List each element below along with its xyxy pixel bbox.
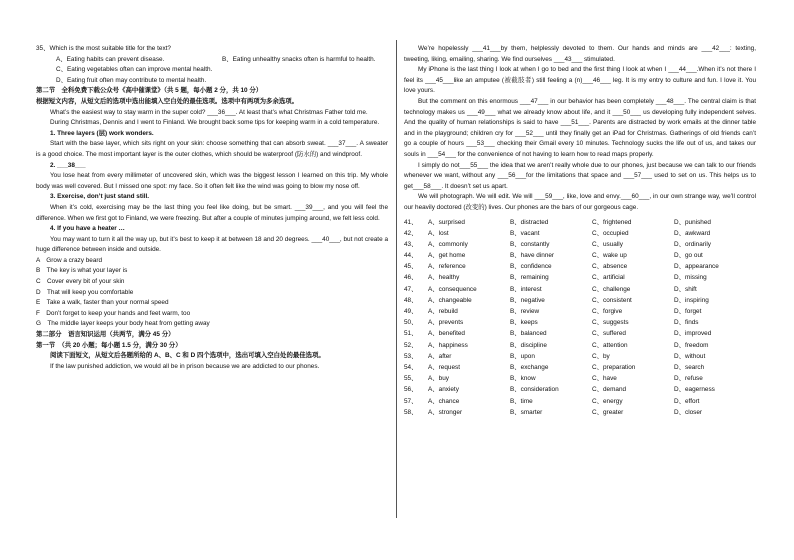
option-b: B、remaining (510, 274, 549, 282)
option-b: B、review (510, 308, 540, 315)
option-d: D、freedom (674, 341, 709, 349)
option-c: C、greater (592, 408, 624, 416)
tip-paragraph-2: You lose heat from every millimeter of uncovered skin, which was the biggest lesson I learned on this trip. My whole body was well covered. But I missed one spot: my face. So it often felt like the wind was going to blow my nose off. (36, 172, 388, 190)
option-a: A、prevents (428, 319, 464, 327)
cloze-paragraph: We’re hopelessly ___41___by them, helplessly devoted to them. Our hands and minds are ___42___: texting, tweeting, liking, emailing, sharing. We find ourselves ___43___ stimulated. (404, 45, 756, 63)
tip-paragraph-1: Start with the base layer, which sits right on your skin: choose something that can absorb sweat. ___37___. A sweater is a good choice. The most important layer is the outer clothes, which should be waterproof (防水的) and windproof. (36, 140, 388, 158)
option-b: B、know (510, 375, 536, 383)
option-a: A、happiness (428, 341, 468, 349)
question-number: 46、 (404, 274, 418, 282)
choice-item: G The middle layer keeps your body heat from getting away (36, 320, 210, 328)
option-c: C、challenge (592, 285, 631, 293)
option-b: B、exchange (510, 363, 549, 371)
choice-item: A Grow a crazy beard (36, 256, 103, 264)
section1-instructions: 阅读下面短文，从短文后各题所给的 A、B、C 和 D 四个选项中，选出可填入空白处的最佳选项。 (50, 352, 325, 360)
question-number: 57、 (404, 397, 418, 405)
question-number: 42、 (404, 229, 418, 237)
option-b: B、smarter (510, 408, 543, 416)
option-c: C、consistent (592, 296, 632, 304)
option-d: D、shift (674, 285, 697, 293)
option-a: A、rebuild (428, 308, 458, 315)
option-b: B、upon (510, 352, 535, 360)
option-b: B、Eating unhealthy snacks often is harmful to health. (222, 55, 376, 63)
option-b: B、balanced (510, 330, 547, 338)
option-c: C、frightened (592, 218, 632, 226)
option-c: C、have (592, 375, 617, 383)
column-divider (396, 40, 397, 518)
left-column (36, 44, 388, 372)
tip-heading-3: 3. Exercise, don’t just stand still. (50, 193, 150, 201)
option-c: C、occupied (592, 229, 629, 237)
option-d: D、improved (674, 330, 712, 338)
option-b: B、consideration (510, 386, 559, 394)
tip-heading-4: 4. If you have a heater … (50, 225, 125, 233)
choice-item: E Take a walk, faster than your normal speed (36, 299, 169, 307)
option-row (404, 239, 756, 250)
tip-heading-2: 2. ___38___ (50, 161, 86, 169)
option-a: A、anxiety (428, 386, 459, 394)
question-number: 50、 (404, 319, 418, 327)
choice-item: D That will keep you comfortable (36, 288, 134, 296)
option-d: D、ordinarily (674, 240, 711, 248)
passage-paragraph: What’s the easiest way to stay warm in the super cold? ___36___. At least that’s what Christmas Father told me. (50, 108, 368, 116)
choice-list (36, 256, 388, 330)
option-row (56, 55, 388, 66)
option-c: C、usually (592, 240, 623, 248)
option-a: A、buy (428, 375, 449, 383)
passage-first-line: If the law punished addiction, we would all be in prison because we are addicted to our phones. (50, 362, 320, 370)
option-row (404, 362, 756, 373)
option-c: C、absence (592, 263, 628, 271)
tip-heading-1: 1. Three layers (层) work wonders. (50, 129, 154, 137)
question-number: 53、 (404, 352, 418, 360)
option-a: A、benefited (428, 330, 465, 338)
option-row (404, 396, 756, 407)
option-c: C、energy (592, 397, 623, 405)
option-a: A、changeable (428, 296, 472, 304)
option-a: A、reference (428, 263, 466, 271)
right-column (404, 44, 756, 418)
option-b: B、keeps (510, 319, 538, 327)
question-number: 45、 (404, 263, 418, 271)
cloze-options-list (404, 217, 756, 418)
question-number: 48、 (404, 296, 418, 304)
question-number: 47、 (404, 285, 418, 293)
option-row (404, 250, 756, 261)
option-row (404, 407, 756, 418)
option-row (404, 261, 756, 272)
option-row (404, 340, 756, 351)
option-c: C、demand (592, 386, 627, 394)
option-d: D、refuse (674, 375, 703, 383)
option-b: B、confidence (510, 263, 552, 271)
cloze-paragraph: But the comment on this enormous ___47___ in our behavior has been completely ___48___. The central claim is that technology makes us ___49___ what we already know about life, and it ___50___ us developing fully independent selves. And the quality of human relationships is said to have ___51___. Parents are distracted by work emails at the dinner table and in the playground; children cry for ___52___ until they finally get an iPad for Christmas. Gatherings of old friends can’t go a couple of hours ___53___ checking their Gmail every 10 minutes. Technology sucks the life out of us, and takes our souls in ___54___ for the convenience of not having to learn how to read maps properly. (404, 97, 756, 158)
option-d: D、appearance (674, 263, 719, 271)
option-row (404, 328, 756, 339)
cloze-paragraph: My iPhone is the last thing I look at when I go to bed and the first thing I look at when I ___44___.When it’s not there I feel its ___45___like an amputee (被截肢者) still feeling a (n)___46___ leg. It is my entry to culture and fun. I love it. You love yours. (404, 66, 756, 95)
option-d: D、effort (674, 397, 700, 405)
option-row (404, 306, 756, 317)
option-d: D、punished (674, 218, 711, 226)
option-d: D、closer (674, 408, 703, 416)
option-b: B、interest (510, 285, 542, 293)
option-c: C、artificial (592, 274, 625, 282)
option-b: B、time (510, 397, 533, 405)
option-d: D、search (674, 363, 705, 371)
question-number: 43、 (404, 240, 418, 248)
question-number: 49、 (404, 308, 418, 315)
section2-instructions: 根据短文内容，从短文后的选项中选出能填入空白处的最佳选项。选项中有两项为多余选项。 (36, 97, 299, 105)
cloze-paragraph: I simply do not___55___ the idea that we aren’t really whole due to our phones, just because we can talk to our friends whenever we want, without any ___56___for the limitations that space and ___57___ used to set on us. This helps us to get___58___. It doesn’t set us apart. (404, 161, 756, 190)
option-d: D、forget (674, 308, 702, 315)
option-c: C、preparation (592, 363, 636, 371)
option-row (404, 373, 756, 384)
tip-paragraph-4: You may want to turn it all the way up, but it’s best to keep it at between 18 and 20 degrees. ___40___, but not create a huge difference between inside and outside. (36, 235, 388, 254)
question-number: 58、 (404, 408, 418, 416)
option-row (404, 295, 756, 306)
option-a: A、request (428, 363, 460, 371)
option-d: D、go out (674, 252, 703, 260)
option-row (404, 217, 756, 228)
question-number: 55、 (404, 375, 418, 383)
option-b: B、negative (510, 296, 545, 304)
choice-item: C Cover every bit of your skin (36, 278, 125, 286)
question-number: 52、 (404, 341, 418, 349)
question-number: 54、 (404, 363, 418, 371)
option-c: C、Eating vegetables often can improve mental health. (56, 66, 213, 74)
option-d: D、without (674, 352, 706, 360)
question-number: 41、 (404, 218, 418, 226)
option-row (404, 284, 756, 295)
option-row (404, 317, 756, 328)
option-row (404, 272, 756, 283)
option-d: D、eagerness (674, 386, 715, 394)
option-c: C、attention (592, 341, 628, 349)
option-a: A、chance (428, 397, 460, 405)
choice-item: F Don’t forget to keep your hands and feet warm, too (36, 309, 191, 317)
option-b: B、constantly (510, 240, 550, 248)
option-row (404, 351, 756, 362)
option-row (404, 228, 756, 239)
option-a: A、healthy (428, 274, 460, 282)
question-number: 51、 (404, 330, 418, 338)
option-d: D、Eating fruit often may contribute to mental health. (56, 76, 207, 84)
option-a: A、consequence (428, 285, 477, 293)
question-number: 44、 (404, 252, 418, 260)
question-35: 35、Which is the most suitable title for the text? (36, 45, 171, 52)
option-c: C、suggests (592, 319, 629, 327)
option-b: B、distracted (510, 218, 549, 226)
option-c: C、wake up (592, 252, 627, 260)
option-b: B、have dinner (510, 252, 555, 260)
option-d: D、inspiring (674, 296, 709, 304)
option-d: D、missing (674, 274, 707, 282)
option-c: C、forgive (592, 308, 623, 315)
option-c: C、by (592, 352, 610, 360)
option-a: A、get home (428, 252, 466, 260)
option-a: A、surprised (428, 218, 465, 226)
option-b: B、vacant (510, 229, 540, 237)
section2-heading: 第二节 全科免费下载公众号《高中催课堂》（共 5 题，每小题 2 分，共 10 分） (36, 87, 263, 95)
cloze-paragraph: We will photograph. We will edit. We will ___59___, like, love and envy.___60___, in our own strange way, we’ll control our heavily doctored (改变的) lives. Our phones are the bars of our gorgeous cage. (404, 193, 756, 211)
tip-paragraph-3: When it’s cold, exercising may be the last thing you feel like doing, but be smart. ___39___, and you will feel the difference. When we first got to Finland, we were freezing. But after a couple of minutes jumping around, we felt less cold. (36, 203, 388, 222)
option-b: B、discipline (510, 341, 547, 349)
option-a: A、stronger (428, 408, 463, 416)
option-a: A、Eating habits can prevent disease. (56, 55, 165, 63)
option-a: A、after (428, 352, 452, 360)
option-c: C、suffered (592, 330, 626, 338)
option-row (404, 384, 756, 395)
part2-heading: 第二部分 语言知识运用（共两节，满分 45 分） (36, 331, 175, 339)
q35-options (36, 55, 388, 87)
option-d: D、finds (674, 319, 699, 327)
option-d: D、awkward (674, 229, 711, 237)
section1-heading: 第一节 （共 20 小题；每小题 1.5 分，满分 30 分） (36, 341, 182, 349)
option-a: A、commonly (428, 240, 468, 248)
question-number: 56、 (404, 386, 418, 394)
option-a: A、lost (428, 229, 449, 237)
choice-item: B The key is what your layer is (36, 267, 128, 275)
passage-paragraph: During Christmas, Dennis and I went to Finland. We brought back some tips for keeping warm in a cold temperature. (50, 119, 380, 127)
